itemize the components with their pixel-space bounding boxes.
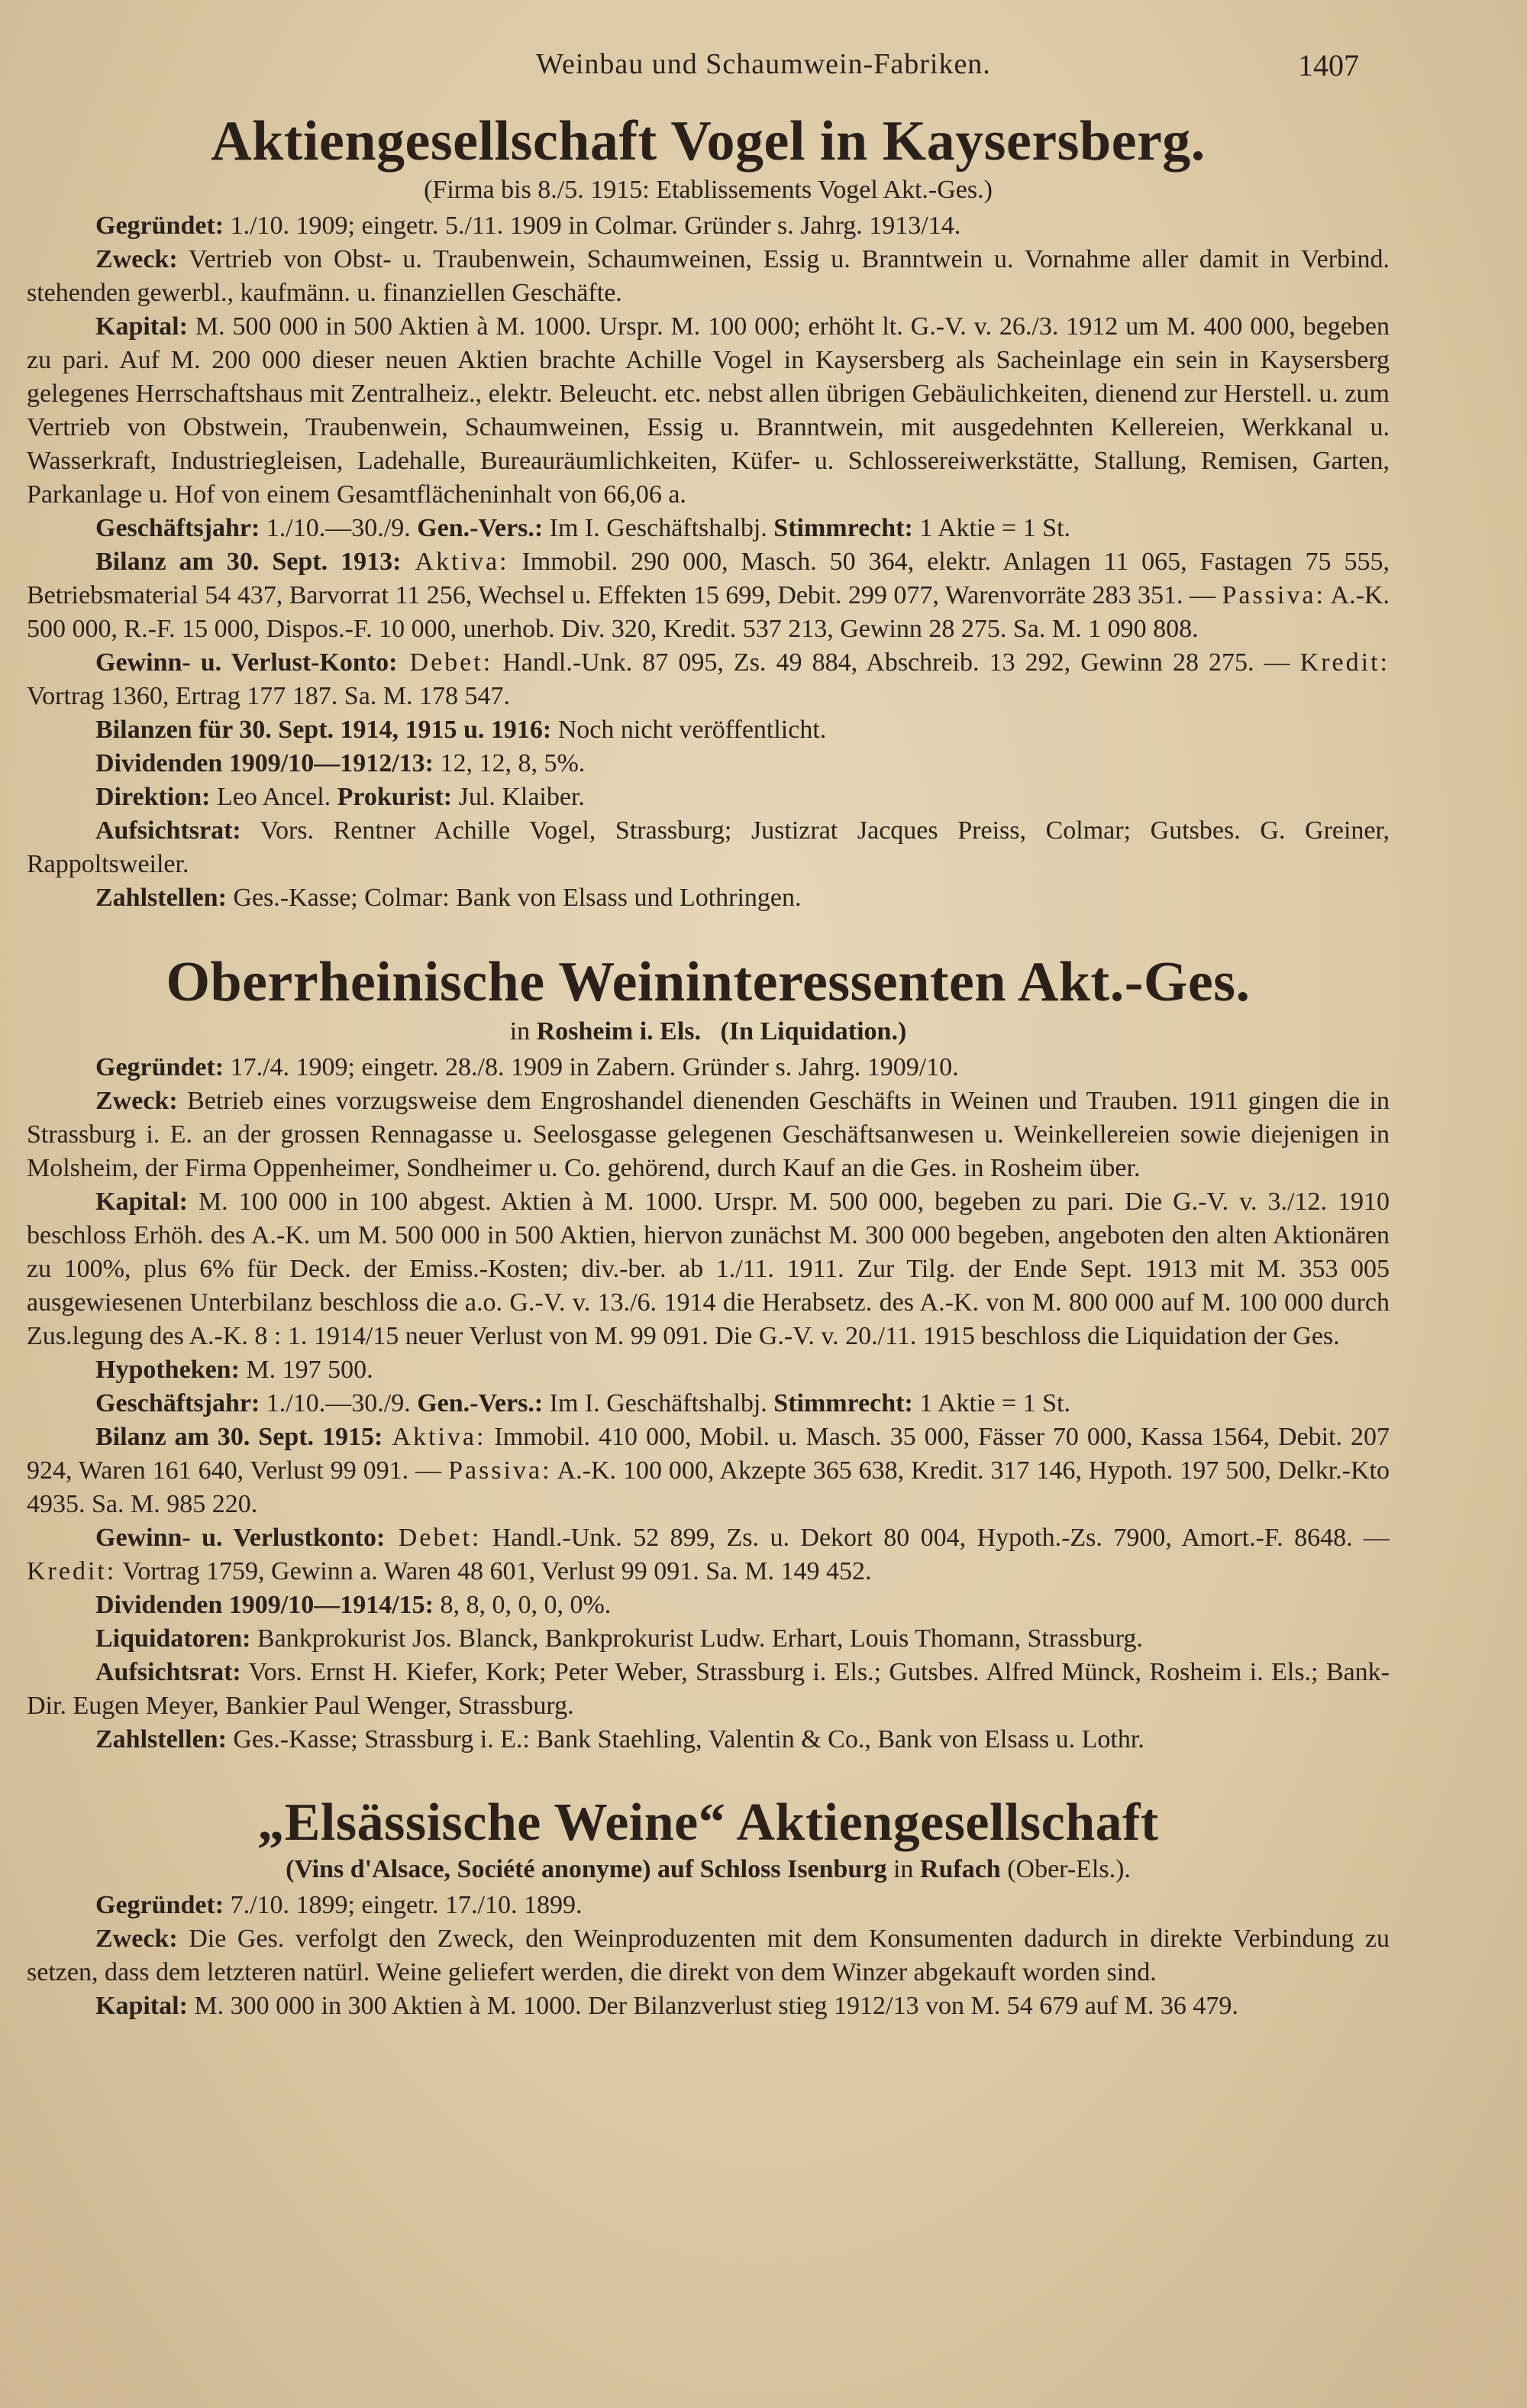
entry-text: Ges.-Kasse; Strassburg i. E.: Bank Staehling, Valentin & Co., Bank von Elsass u. Lothr. bbox=[226, 1724, 1144, 1753]
entry-text: Ges.-Kasse; Colmar: Bank von Elsass und Lothringen. bbox=[226, 884, 802, 913]
entry-text: A.-K. 100 000, Akzepte 365 638, Kredit. 317 146, Hypoth. 197 500, Delkr.-Kto 4935. Sa. M. 985 220. bbox=[27, 1456, 1390, 1518]
subtitle-mid: in bbox=[886, 1854, 920, 1883]
entry-paragraph bbox=[27, 713, 1390, 747]
entry-spaced-label: Debet: bbox=[385, 1523, 482, 1552]
entry-paragraph bbox=[27, 1353, 1390, 1387]
entry-text: 1./10.—30./9. bbox=[260, 1388, 418, 1417]
entry-label: Gewinn- u. Verlustkonto: bbox=[95, 1523, 386, 1552]
company-title: Oberrheinische Weininteressenten Akt.-Ges. bbox=[166, 951, 1251, 1014]
entry-label: Zahlstellen: bbox=[95, 884, 227, 913]
entry-label: Dividenden 1909/10—1914/15: bbox=[95, 1590, 434, 1619]
liquidation-note: (In Liquidation.) bbox=[720, 1017, 907, 1046]
entry-paragraph bbox=[27, 1989, 1390, 2023]
entry-text: M. 500 000 in 500 Aktien à M. 1000. Urspr. M. 100 000; erhöht lt. G.-V. v. 26./3. 1912 um M. 400 000, begeben zu pari. Auf M. 200 000 dieser neuen Aktien brachte Achille Vogel in Kaysersberg als Sacheinlage ein sein in Kaysersberg gelegenes Herrschaftshaus mit Zentralheiz., elektr. Beleucht. etc. nebst allen übrigen Gebäulichkeiten, dienend zur Herstell. u. zum Vertrieb von Obstwein, Traubenwein, Schaumweinen, Essig u. Branntwein, mit ausgedehnten Kellereien, Werkkanal u. Wasserkraft, Industriegleisen, Ladehalle, Bureauräumlichkeiten, Küfer- u. Schlossereiwerkstätte, Stallung, Remisen, Garten, Parkanlage u. Hof von einem Gesamtflächeninhalt von 66,06 a. bbox=[27, 312, 1390, 509]
entry-text: 12, 12, 8, 5%. bbox=[433, 749, 586, 778]
entry-paragraph bbox=[27, 1084, 1390, 1185]
subtitle-city: Rufach bbox=[919, 1854, 1001, 1883]
entry-label: Gegründet: bbox=[95, 1890, 224, 1919]
entry-label: Gegründet: bbox=[95, 212, 224, 241]
entry-paragraph bbox=[27, 1387, 1390, 1421]
entry-label: Dividenden 1909/10—1912/13: bbox=[95, 749, 434, 778]
entry-text: Im I. Geschäftshalbj. bbox=[543, 1388, 774, 1417]
entry-label: Stimmrecht: bbox=[773, 1388, 913, 1417]
entry-paragraph bbox=[27, 1421, 1390, 1521]
entry-label: Geschäftsjahr: bbox=[95, 1388, 260, 1417]
entry-paragraph bbox=[27, 1185, 1390, 1353]
entry-label: Zweck: bbox=[95, 1924, 178, 1953]
entry-text: Vors. Ernst H. Kiefer, Kork; Peter Weber, Strassburg i. Els.; Gutsbes. Alfred Münck, Rosheim i. Els.; Bank-Dir. Eugen Meyer, Bankier Paul Wenger, Strassburg. bbox=[27, 1657, 1390, 1720]
page-number: 1407 bbox=[1298, 48, 1359, 82]
entry-spaced-label: Kredit: bbox=[1299, 648, 1390, 677]
entry-paragraph bbox=[27, 1051, 1390, 1084]
company-title: Aktiengesellschaft Vogel in Kaysersberg. bbox=[211, 110, 1206, 173]
location-prefix: in bbox=[509, 1017, 537, 1046]
entry-spaced-label: Passiva: bbox=[448, 1456, 552, 1485]
entry-label: Bilanz am 30. Sept. 1913: bbox=[95, 548, 402, 577]
entry-paragraph bbox=[27, 209, 1390, 243]
entry-text: Vortrag 1360, Ertrag 177 187. Sa. M. 178 547. bbox=[27, 682, 511, 711]
entry-label: Liquidatoren: bbox=[95, 1624, 251, 1653]
entry-paragraph bbox=[27, 1723, 1390, 1757]
entry-text: M. 197 500. bbox=[239, 1355, 373, 1384]
entry-label: Stimmrecht: bbox=[773, 514, 913, 543]
entry-paragraph bbox=[27, 512, 1390, 545]
entry-label: Gen.-Vers.: bbox=[417, 514, 544, 543]
entry-text: Noch nicht veröffentlicht. bbox=[551, 716, 827, 745]
entry-paragraph bbox=[27, 545, 1390, 646]
entry-text: Leo Ancel. bbox=[210, 783, 337, 812]
entry-label: Hypotheken: bbox=[95, 1355, 240, 1384]
entry-paragraph bbox=[27, 747, 1390, 781]
entry-label: Aufsichtsrat: bbox=[95, 816, 241, 845]
company-entry-elsaessische bbox=[27, 1793, 1390, 2023]
entry-text: M. 300 000 in 300 Aktien à M. 1000. Der Bilanzverlust stieg 1912/13 von M. 54 679 auf M. 36 479. bbox=[187, 1991, 1238, 2020]
entry-label: Gen.-Vers.: bbox=[417, 1388, 544, 1417]
location-city: Rosheim i. Els. bbox=[536, 1017, 702, 1046]
entry-label: Bilanz am 30. Sept. 1915: bbox=[95, 1422, 383, 1451]
entry-label: Kapital: bbox=[95, 312, 188, 341]
company-subtitle: (Firma bis 8./5. 1915: Etablissements Vogel Akt.-Ges.) bbox=[424, 176, 993, 205]
entry-paragraph bbox=[27, 814, 1390, 881]
entry-text: Handl.-Unk. 52 899, Zs. u. Dekort 80 004, Hypoth.-Zs. 7900, Amort.-F. 8648. — bbox=[481, 1523, 1390, 1552]
entry-list bbox=[27, 1889, 1390, 2023]
entry-text: 1./10.—30./9. bbox=[260, 514, 418, 543]
entry-spaced-label: Passiva: bbox=[1222, 581, 1325, 610]
entry-paragraph bbox=[27, 1589, 1390, 1622]
entry-paragraph bbox=[27, 243, 1390, 310]
entry-text: 1 Aktie = 1 St. bbox=[912, 514, 1071, 543]
entry-spaced-label: Aktiva: bbox=[401, 548, 509, 577]
entry-text: Jul. Klaiber. bbox=[452, 783, 585, 812]
page-content bbox=[27, 111, 1390, 2060]
entry-text: Im I. Geschäftshalbj. bbox=[543, 514, 774, 543]
company-title: „Elsässische Weine“ Aktiengesellschaft bbox=[257, 1792, 1159, 1852]
entry-list bbox=[27, 1051, 1390, 1757]
entry-paragraph bbox=[27, 1622, 1390, 1656]
entry-label: Zahlstellen: bbox=[95, 1724, 227, 1753]
entry-paragraph bbox=[27, 1922, 1390, 1989]
entry-text: 8, 8, 0, 0, 0, 0%. bbox=[433, 1590, 612, 1619]
entry-spaced-label: Debet: bbox=[397, 648, 493, 677]
entry-text: 1 Aktie = 1 St. bbox=[912, 1388, 1071, 1417]
entry-text: 7./10. 1899; eingetr. 17./10. 1899. bbox=[224, 1890, 583, 1919]
company-entry-vogel bbox=[27, 111, 1390, 915]
entry-label: Direktion: bbox=[95, 783, 211, 812]
entry-label: Zweck: bbox=[95, 1086, 178, 1115]
entry-text: Immobil. 410 000, Mobil. u. Masch. 35 000, Fässer 70 000, Kassa 1564, Debit. 207 924, Waren 161 640, Verlust 99 091. — bbox=[27, 1422, 1390, 1485]
entry-text: Handl.-Unk. 87 095, Zs. 49 884, Abschreib. 13 292, Gewinn 28 275. — bbox=[492, 648, 1300, 677]
entry-label: Aufsichtsrat: bbox=[95, 1657, 241, 1686]
entry-label: Kapital: bbox=[95, 1991, 188, 2020]
entry-text: Immobil. 290 000, Masch. 50 364, elektr. Anlagen 11 065, Fastagen 75 555, Betriebsmaterial 54 437, Barvorrat 11 256, Wechsel u. Effekten 15 699, Debit. 299 077, Warenvorräte 283 351. — bbox=[27, 548, 1390, 610]
entry-label: Kapital: bbox=[95, 1187, 188, 1216]
entry-paragraph bbox=[27, 646, 1390, 713]
subtitle-end: (Ober-Els.). bbox=[1000, 1854, 1131, 1883]
entry-paragraph bbox=[27, 1521, 1390, 1589]
running-head: Weinbau und Schaumwein-Fabriken. bbox=[536, 48, 991, 80]
entry-paragraph bbox=[27, 781, 1390, 814]
entry-text: Vertrieb von Obst- u. Traubenwein, Schaumweinen, Essig u. Branntwein u. Vornahme aller damit in Verbind. stehenden gewerbl., kaufmänn. u. finanziellen Geschäfte. bbox=[27, 245, 1390, 308]
entry-label: Gegründet: bbox=[95, 1052, 224, 1081]
page-header bbox=[31, 47, 1496, 93]
entry-text: 17./4. 1909; eingetr. 28./8. 1909 in Zabern. Gründer s. Jahrg. 1909/10. bbox=[224, 1052, 959, 1081]
entry-label: Bilanzen für 30. Sept. 1914, 1915 u. 1916: bbox=[95, 716, 552, 745]
entry-paragraph bbox=[27, 881, 1390, 915]
entry-label: Zweck: bbox=[95, 245, 178, 274]
entry-text: Vors. Rentner Achille Vogel, Strassburg; Justizrat Jacques Preiss, Colmar; Gutsbes. G. Greiner, Rappoltsweiler. bbox=[27, 816, 1390, 879]
company-location bbox=[27, 1017, 1390, 1046]
entry-spaced-label: Aktiva: bbox=[383, 1422, 486, 1451]
entry-label: Prokurist: bbox=[337, 783, 453, 812]
entry-text: Vortrag 1759, Gewinn a. Waren 48 601, Verlust 99 091. Sa. M. 149 452. bbox=[116, 1556, 872, 1585]
company-subtitle bbox=[27, 1855, 1390, 1884]
entry-text: Die Ges. verfolgt den Zweck, den Weinproduzenten mit dem Konsumenten dadurch in direkte Verbindung zu setzen, dass dem letzteren natürl. Weine geliefert werden, die direkt von dem Winzer abgekauft worden sind. bbox=[27, 1924, 1390, 1986]
entry-paragraph bbox=[27, 1889, 1390, 1922]
entry-text: A.-K. 500 000, R.-F. 15 000, Dispos.-F. 10 000, unerhob. Div. 320, Kredit. 537 213, Gewinn 28 275. Sa. M. 1 090 808. bbox=[27, 581, 1390, 644]
entry-list bbox=[27, 209, 1390, 915]
entry-spaced-label: Kredit: bbox=[27, 1556, 117, 1585]
subtitle-bold: (Vins d'Alsace, Société anonyme) auf Schloss Isenburg bbox=[286, 1854, 887, 1883]
entry-text: 1./10. 1909; eingetr. 5./11. 1909 in Colmar. Gründer s. Jahrg. 1913/14. bbox=[224, 212, 961, 241]
entry-text: M. 100 000 in 100 abgest. Aktien à M. 1000. Urspr. M. 500 000, begeben zu pari. Die G.-V. v. 3./12. 1910 beschloss Erhöh. des A.-K. um M. 500 000 in 500 Aktien, hiervon zunächst M. 300 000 begeben, angeboten den alten Aktionären zu 100%, plus 6% für Deck. der Emiss.-Kosten; div.-ber. ab 1./11. 1911. Zur Tilg. der Ende Sept. 1913 mit M. 353 005 ausgewiesenen Unterbilanz beschloss die a.o. G.-V. v. 13./6. 1914 die Herabsetz. des A.-K. von M. 800 000 auf M. 100 000 durch Zus.legung des A.-K. 8 : 1. 1914/15 neuer Verlust von M. 99 091. Die G.-V. v. 20./11. 1915 beschloss die Liquidation der Ges. bbox=[27, 1187, 1390, 1350]
entry-paragraph bbox=[27, 1656, 1390, 1723]
entry-text: Betrieb eines vorzugsweise dem Engroshandel dienenden Geschäfts in Weinen und Trauben. 1911 gingen die in Strassburg i. E. an der grossen Rennagasse u. Seelosgasse gelegenen Geschäftsanwesen u. Weinkellereien sowie diejenigen in Molsheim, der Firma Oppenheimer, Sondheimer u. Co. gehörend, durch Kauf an die Ges. in Rosheim über. bbox=[27, 1086, 1390, 1182]
company-entry-oberrheinische bbox=[27, 952, 1390, 1756]
entry-label: Gewinn- u. Verlust-Konto: bbox=[95, 648, 398, 677]
entry-text: Bankprokurist Jos. Blanck, Bankprokurist Ludw. Erhart, Louis Thomann, Strassburg. bbox=[250, 1624, 1143, 1653]
entry-label: Geschäftsjahr: bbox=[95, 514, 260, 543]
entry-paragraph bbox=[27, 310, 1390, 512]
